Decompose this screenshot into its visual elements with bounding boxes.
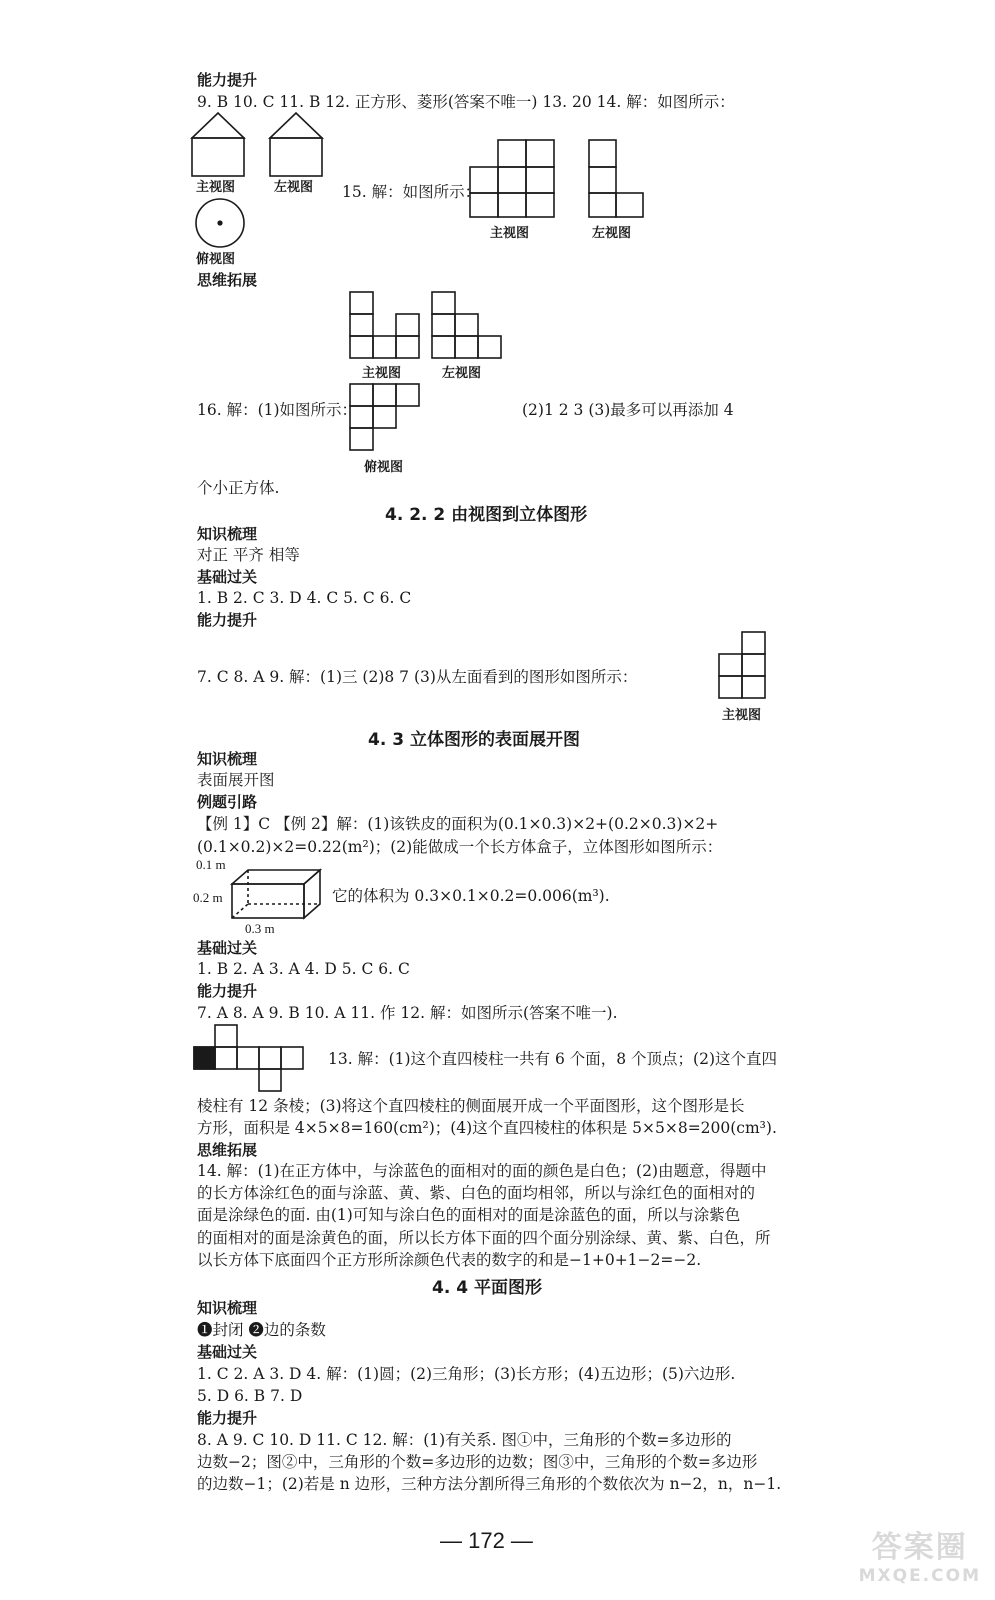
- answer-q16: 16. 解：(1)如图所示：: [197, 401, 358, 419]
- heading-basic: 基础过关: [197, 568, 258, 586]
- caption-q16-front: 主视图: [362, 366, 402, 381]
- heading-basic: 基础过关: [197, 939, 258, 957]
- heading-basic: 基础过关: [197, 1343, 258, 1361]
- answer-q14-line2: 的长方体涂红色的面与涂蓝、黄、紫、白色的面均相邻，所以与涂红色的面相对的: [197, 1184, 756, 1202]
- heading-ability: 能力提升: [197, 71, 258, 89]
- heading-knowledge: 知识梳理: [197, 525, 258, 543]
- answer-q13-line3: 方形，面积是 4×5×8=160(cm²)；(4)这个直四棱柱的体积是 5×5×8=200(cm³).: [197, 1119, 777, 1137]
- example-line-1: 【例 1】C 【例 2】解：(1)该铁皮的面积为(0.1×0.3)×2+(0.2×0.3)×2+: [197, 815, 719, 833]
- answer-q16-end: 个小正方体.: [197, 479, 280, 497]
- basic-answers: 1. B 2. A 3. A 4. D 5. C 6. C: [197, 960, 410, 978]
- heading-ability: 能力提升: [197, 982, 258, 1000]
- basic-answers-line1: 1. C 2. A 3. D 4. 解：(1)圆；(2)三角形；(3)长方形；(4)五边形；(5)六边形.: [197, 1365, 736, 1383]
- knowledge-text: 对正 平齐 相等: [197, 546, 300, 564]
- answer-line: 9. B 10. C 11. B 12. 正方形、菱形(答案不唯一) 13. 20 14. 解：如图所示：: [197, 93, 735, 111]
- section-title-4-4: 4. 4 平面图形: [432, 1278, 542, 1298]
- figure-cuboid: [230, 868, 326, 922]
- dim-label-length: 0.3 m: [245, 921, 275, 936]
- heading-expand: 思维拓展: [197, 271, 258, 289]
- figure-q15-front: [470, 138, 560, 220]
- ability-answers: 7. C 8. A 9. 解：(1)三 (2)8 7 (3)从左面看到的图形如图所示：: [197, 668, 638, 686]
- figure-q16-top: [348, 382, 424, 454]
- ability-line1: 8. A 9. C 10. D 11. C 12. 解：(1)有关系. 图①中，三角形的个数=多边形的: [197, 1431, 732, 1449]
- caption-q15-left: 左视图: [592, 226, 632, 241]
- caption-q9-view: 主视图: [722, 708, 762, 723]
- answer-q14-line4: 的面相对的面是涂黄色的面，所以长方体下面的四个面分别涂绿、黄、紫、白色，所: [197, 1229, 771, 1247]
- answer-q14-line1: 14. 解：(1)在正方体中，与涂蓝色的面相对的面的颜色是白色；(2)由题意，得题中: [197, 1162, 767, 1180]
- heading-knowledge: 知识梳理: [197, 750, 258, 768]
- heading-ability: 能力提升: [197, 611, 258, 629]
- answer-q16-part2: (2)1 2 3 (3)最多可以再添加 4: [522, 401, 734, 419]
- dim-label-height: 0.2 m: [193, 890, 223, 905]
- basic-answers-line2: 5. D 6. B 7. D: [197, 1387, 303, 1405]
- dim-label-width: 0.1 m: [196, 857, 226, 872]
- section-title-4-2-2: 4. 2. 2 由视图到立体图形: [385, 505, 588, 525]
- basic-answers: 1. B 2. C 3. D 4. C 5. C 6. C: [197, 589, 412, 607]
- figure-house-front: [190, 110, 250, 180]
- heading-expand: 思维拓展: [197, 1141, 258, 1159]
- example-volume: 它的体积为 0.3×0.1×0.2=0.006(m³).: [332, 887, 610, 905]
- figure-house-left: [268, 110, 328, 180]
- answer-q13-line2: 棱柱有 12 条棱；(3)将这个直四棱柱的侧面展开成一个平面图形，这个图形是长: [197, 1097, 745, 1115]
- figure-q15-left: [587, 138, 649, 220]
- answer-q14-line3: 面是涂绿色的面. 由(1)可知与涂白色的面相对的面是涂蓝色的面，所以与涂紫色: [197, 1206, 741, 1224]
- answer-q15: 15. 解：如图所示：: [342, 183, 481, 201]
- ability-line3: 的边数−1；(2)若是 n 边形，三种方法分割所得三角形的个数依次为 n−2，n，n−1.: [197, 1475, 782, 1493]
- answer-q14-line5: 以长方体下底面四个正方形所涂颜色代表的数字的和是−1+0+1−2=−2.: [197, 1251, 702, 1269]
- figure-q16-front: [348, 290, 424, 362]
- example-line-2: (0.1×0.2)×2=0.22(m²)；(2)能做成一个长方体盒子，立体图形如图所示：: [197, 838, 723, 856]
- caption-q16-top: 俯视图: [364, 460, 404, 475]
- ability-answers: 7. A 8. A 9. B 10. A 11. 作 12. 解：如图所示(答案不唯一).: [197, 1004, 618, 1022]
- watermark-url: MXQE.COM: [858, 1566, 981, 1586]
- caption-q16-left: 左视图: [442, 366, 482, 381]
- caption-left-view: 左视图: [274, 180, 314, 195]
- page-number: — 172 —: [440, 1528, 533, 1553]
- figure-q9-left-view: [718, 630, 770, 702]
- figure-circle-top: [192, 198, 248, 250]
- heading-example: 例题引路: [197, 793, 258, 811]
- knowledge-text: ❶封闭 ❷边的条数: [197, 1321, 326, 1339]
- heading-knowledge: 知识梳理: [197, 1299, 258, 1317]
- ability-line2: 边数−2；图②中，三角形的个数=多边形的边数；图③中，三角形的个数=多边形: [197, 1453, 758, 1471]
- figure-net: [194, 1023, 312, 1095]
- figure-q16-left: [430, 290, 506, 362]
- watermark-logo: [859, 1522, 981, 1586]
- watermark-title: 答案圈: [871, 1530, 968, 1565]
- knowledge-text: 表面展开图: [197, 771, 275, 789]
- section-title-4-3: 4. 3 立体图形的表面展开图: [368, 730, 580, 750]
- caption-front-view: 主视图: [196, 180, 236, 195]
- caption-q15-front: 主视图: [490, 226, 530, 241]
- answer-q13-line1: 13. 解：(1)这个直四棱柱一共有 6 个面，8 个顶点；(2)这个直四: [328, 1050, 777, 1068]
- caption-top-view: 俯视图: [196, 252, 236, 267]
- heading-ability: 能力提升: [197, 1409, 258, 1427]
